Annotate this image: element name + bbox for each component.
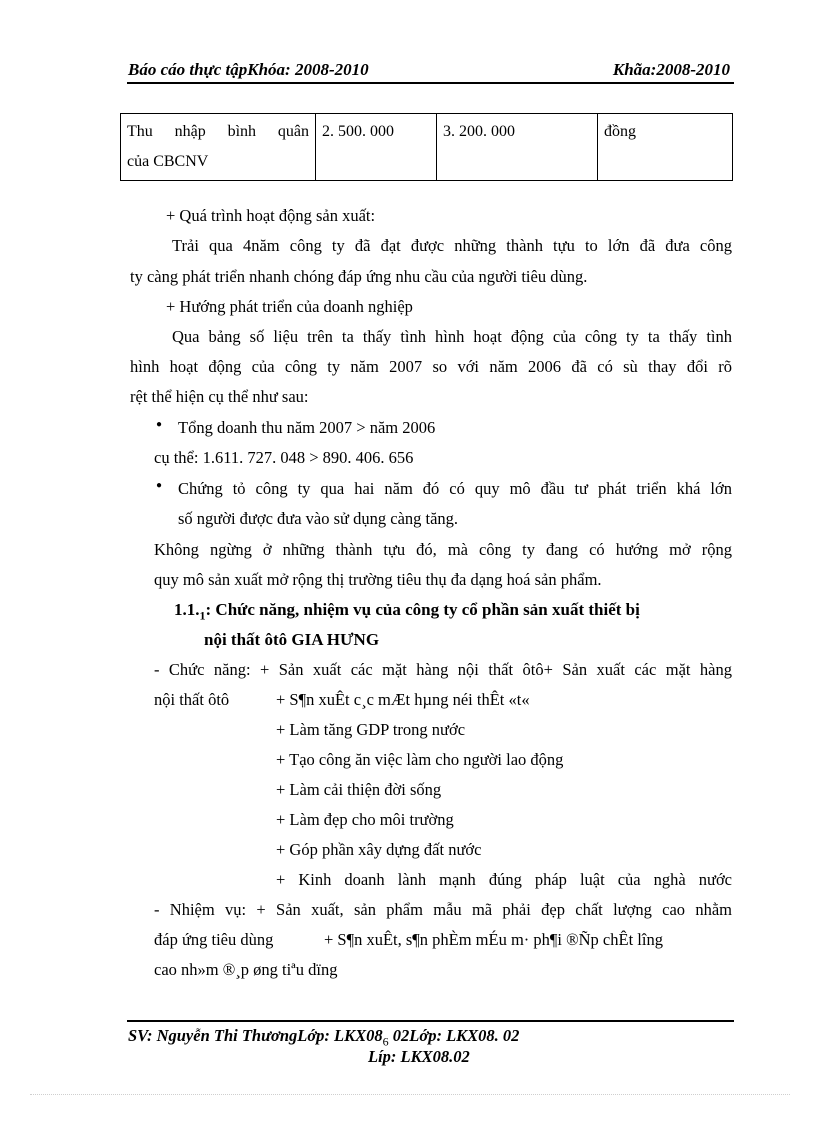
page-bottom-dotted-line [30, 1094, 790, 1095]
revenue-detail: cụ thể: 1.611. 727. 048 > 890. 406. 656 [154, 448, 414, 467]
section-heading [174, 600, 732, 623]
bullet-scale: ● Chứng tỏ công ty qua hai năm đó có quy mô đầu tư phát triển khá lớn [178, 479, 732, 499]
duties-line-3: cao nh»m ®¸p øng tiªu dïng [154, 960, 338, 979]
section-number: 1.1. [174, 600, 200, 619]
table-cell-label [121, 114, 316, 181]
paragraph-expansion-1: Không ngừng ở những thành tựu đó, mà công ty đang có hướng mở rộng [154, 540, 732, 559]
paragraph-process: + Quá trình hoạt động sản xuất: [166, 206, 376, 225]
section-number-sub: 1 [199, 608, 206, 623]
header-rule [127, 82, 734, 84]
duties-line-2-right: + S¶n xuÊt, s¶n phÈm mÉu m· ph¶i ®Ñp chÊt lîng [324, 930, 663, 949]
duties-line-2-left: đáp ứng tiêu dùng [154, 930, 274, 949]
table-label-line-2: của CBCNV [127, 153, 209, 170]
paragraph-analysis-3: rệt thể hiện cụ thể như sau: [130, 387, 309, 406]
section-title-part2: nội thất ôtô GIA HƯNG [204, 630, 380, 649]
function-item: + Kinh doanh lành mạnh đúng pháp luật của nghà nước [276, 870, 732, 889]
function-item: + Góp phần xây dựng đất nước [276, 840, 482, 859]
page-header [128, 58, 734, 82]
paragraph-achievements-1: Trải qua 4năm công ty đã đạt được những thành tựu to lớn đã đưa công [172, 236, 732, 255]
income-table [120, 113, 733, 181]
table-cell-2007: 3. 200. 000 [437, 114, 598, 181]
section-title-part1: : Chức năng, nhiệm vụ của công ty cổ phần sản xuất thiết bị [205, 600, 640, 619]
function-item: + Làm cải thiện đời sống [276, 780, 442, 799]
footer-line-2: Líp: LKX08.02 [368, 1047, 470, 1066]
function-item: + Tạo công ăn việc làm cho người lao động [276, 750, 564, 769]
paragraph-direction: + Hướng phát triển của doanh nghiệp [166, 297, 413, 316]
paragraph-expansion-2: quy mô sản xuất mở rộng thị trường tiêu thụ đa dạng hoá sản phẩm. [154, 570, 602, 589]
header-right-text: Khãa:2008-2010 [612, 60, 730, 79]
paragraph-analysis-2: hình hoạt động của công ty năm 2007 so với năm 2006 đã có sù thay đổi rõ [130, 357, 732, 376]
table-row [121, 114, 733, 181]
table-label-line-1: Thu nhập bình quân [127, 123, 309, 140]
bullet-revenue: ● Tổng doanh thu năm 2007 > năm 2006 [178, 418, 435, 438]
footer-class: 02Lớp: LKX08. 02 [388, 1026, 520, 1045]
page-number: 6 [382, 1034, 389, 1049]
paragraph-analysis-1: Qua bảng số liệu trên ta thấy tình hình hoạt động của công ty ta thấy tình [172, 327, 732, 346]
function-item: + Làm đẹp cho môi trường [276, 810, 454, 829]
footer-line-1 [128, 1026, 519, 1049]
functions-line-1: - Chức năng: + Sản xuất các mặt hàng nội thất ôtô+ Sản xuất các mặt hàng [154, 660, 732, 679]
function-item: + Làm tăng GDP trong nước [276, 720, 466, 739]
functions-line-2-left: nội thất ôtô [154, 690, 230, 709]
footer-student: SV: Nguyễn Thi ThươngLớp: LKX08 [128, 1026, 383, 1045]
bullet-scale-continued: số người được đưa vào sử dụng càng tăng. [178, 509, 459, 528]
table-cell-unit: đồng [598, 114, 733, 181]
header-left-text: Báo cáo thực tậpKhóa: 2008-2010 [128, 60, 369, 79]
footer-rule [127, 1020, 734, 1022]
table-cell-2006: 2. 500. 000 [316, 114, 437, 181]
duties-line-1: - Nhiệm vụ: + Sản xuất, sản phẩm mẫu mã phải đẹp chất lượng cao nhằm [154, 900, 732, 919]
functions-line-2-right: + S¶n xuÊt c¸c mÆt hµng néi thÊt «t« [276, 690, 530, 709]
paragraph-achievements-2: ty càng phát triển nhanh chóng đáp ứng nhu cầu của người tiêu dùng. [130, 267, 588, 286]
